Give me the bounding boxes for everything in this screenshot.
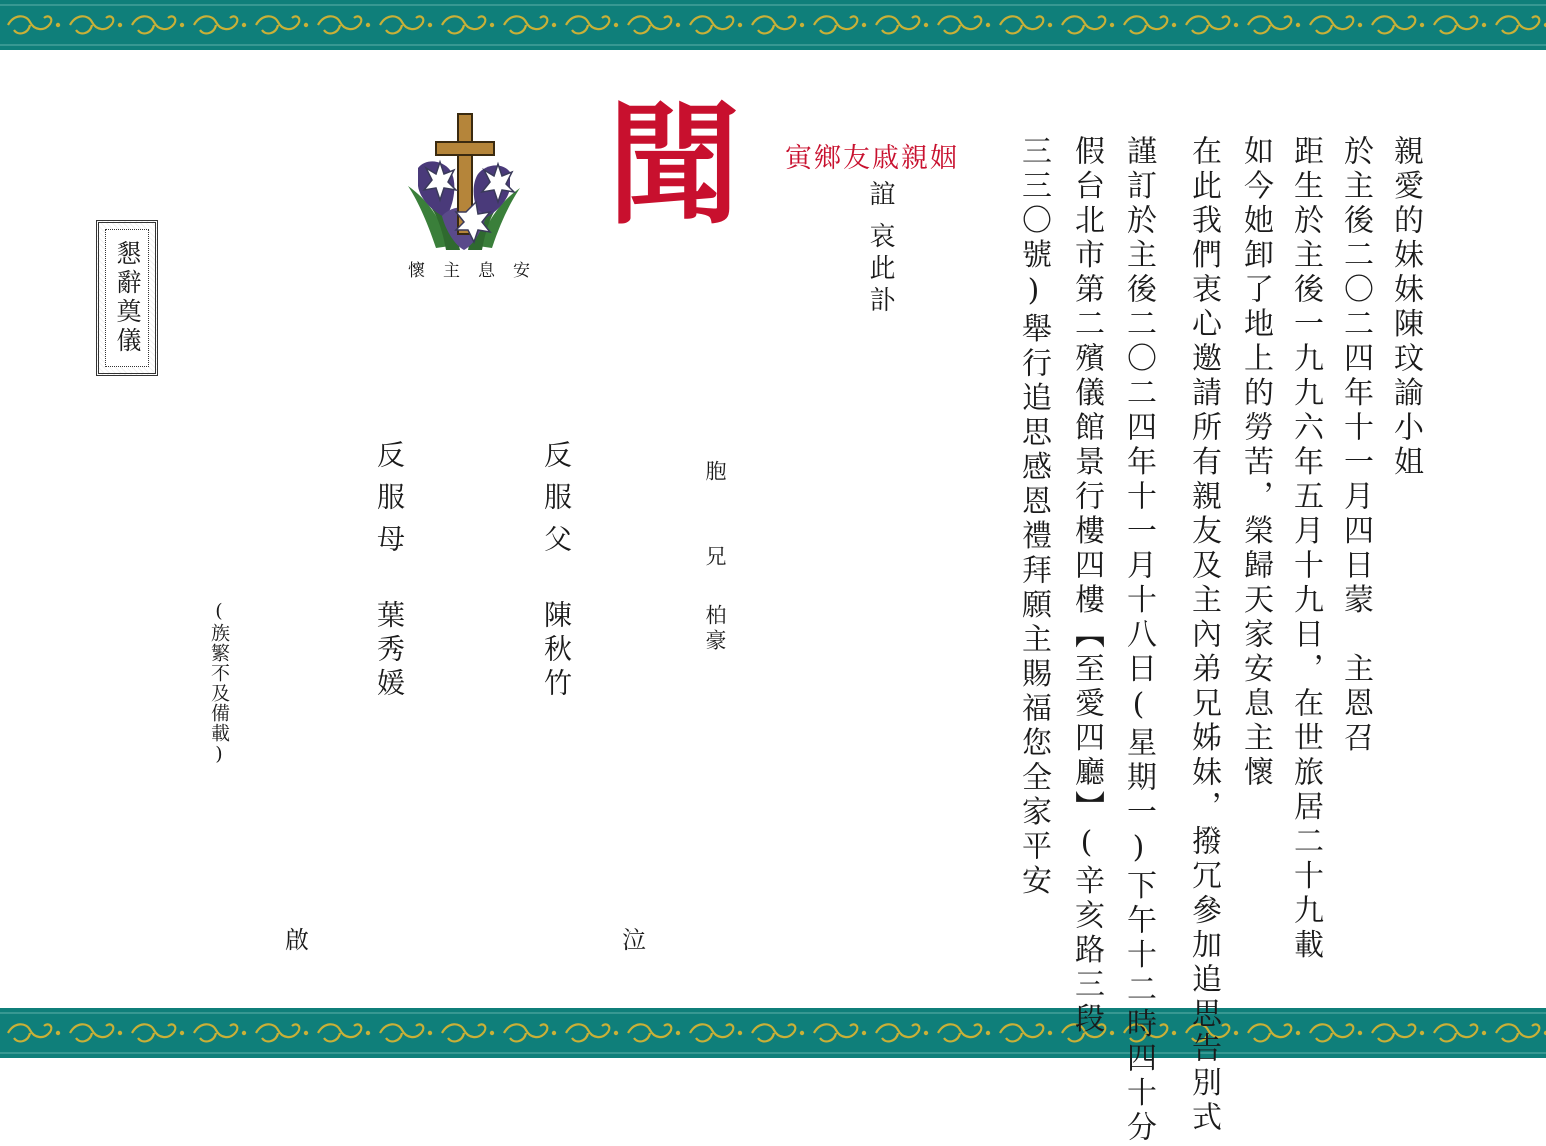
- ornament-dot: [1482, 23, 1486, 27]
- decline-offerings-text: 懇辭奠儀: [113, 240, 142, 356]
- scroll-ornament: [876, 16, 919, 33]
- ornament-dot: [552, 1031, 556, 1035]
- ornament-dot: [1296, 23, 1300, 27]
- scroll-ornament: [442, 1024, 485, 1041]
- scroll-ornament: [566, 1024, 609, 1041]
- ornament-dot: [180, 1031, 184, 1035]
- ornament-dot: [1482, 1031, 1486, 1035]
- cross-lily-icon: [406, 108, 522, 254]
- ornament-dot: [118, 23, 122, 27]
- ornament-dot: [1420, 23, 1424, 27]
- ornament-dot: [552, 23, 556, 27]
- logo-caption: [408, 256, 548, 281]
- top-border-band: [0, 0, 1546, 50]
- ornament-dot: [242, 1031, 246, 1035]
- ornament-dot: [1110, 1031, 1114, 1035]
- ornament-dot: [56, 23, 60, 27]
- scroll-ornament: [1310, 1024, 1353, 1041]
- body-line-7: 假台北市第二殯儀館景行樓四樓【至愛四廳】(辛亥路三段: [1069, 135, 1104, 1037]
- scroll-ornament: [380, 1024, 423, 1041]
- ornament-dot: [118, 1031, 122, 1035]
- ornament-dot: [242, 23, 246, 27]
- scroll-ornament: [1124, 16, 1167, 33]
- scroll-ornament: [256, 16, 299, 33]
- body-line-3: 距生於主後一九九六年五月十九日，在世旅居二十九載: [1288, 135, 1323, 963]
- ornament-dot: [1234, 23, 1238, 27]
- ornament-dot: [924, 23, 928, 27]
- ornament-dot: [800, 1031, 804, 1035]
- scroll-ornament: [8, 1024, 51, 1041]
- ornament-dot: [304, 23, 308, 27]
- scroll-ornament: [1000, 16, 1043, 33]
- body-line-6: 謹訂於主後二〇二四年十一月十八日(星期一)下午十二時四十分: [1121, 135, 1156, 1146]
- scroll-ornament: [1434, 16, 1477, 33]
- scroll-ornament: [628, 1024, 671, 1041]
- ornament-dot: [180, 23, 184, 27]
- scroll-ornament: [1496, 1024, 1539, 1041]
- brother-relation: 胞: [703, 460, 727, 481]
- body-line-2: 於主後二〇二四年十一月四日蒙 主恩召: [1338, 135, 1373, 756]
- ornament-dot: [1110, 23, 1114, 27]
- ornament-dot: [1296, 1031, 1300, 1035]
- scroll-ornament: [504, 16, 547, 33]
- scroll-ornament: [814, 1024, 857, 1041]
- ornament-dot: [1420, 1031, 1424, 1035]
- ornament-dot: [738, 1031, 742, 1035]
- scroll-ornament: [628, 16, 671, 33]
- scroll-ornament: [1248, 16, 1291, 33]
- scroll-ornament: [1372, 16, 1415, 33]
- ornament-dot: [1048, 23, 1052, 27]
- ornament-dot: [862, 23, 866, 27]
- ornament-dot: [986, 1031, 990, 1035]
- header-character: 聞: [608, 88, 740, 243]
- father-role: 反服父: [540, 440, 573, 566]
- scroll-ornament: [752, 1024, 795, 1041]
- ornament-dot: [428, 1031, 432, 1035]
- scroll-ornament: [70, 16, 113, 33]
- greeting-courtesy-1: 誼: [865, 180, 895, 214]
- ornament-dot: [676, 1031, 680, 1035]
- scroll-ornament: [938, 16, 981, 33]
- ornament-dot: [614, 1031, 618, 1035]
- scroll-ornament: [256, 1024, 299, 1041]
- ornament-dot: [862, 1031, 866, 1035]
- scroll-ornament: [70, 1024, 113, 1041]
- scroll-ornament: [318, 16, 361, 33]
- scroll-ornament: [1000, 1024, 1043, 1041]
- ornament-pattern-top: [0, 0, 1546, 50]
- scroll-ornament: [132, 1024, 175, 1041]
- scroll-ornament: [194, 16, 237, 33]
- scroll-ornament: [318, 1024, 361, 1041]
- ornament-dot: [366, 23, 370, 27]
- decline-offerings-box: [96, 220, 158, 376]
- ornament-dot: [56, 1031, 60, 1035]
- scroll-ornament: [194, 1024, 237, 1041]
- scroll-ornament: [876, 1024, 919, 1041]
- ornament-dot: [490, 1031, 494, 1035]
- ornament-dot: [428, 23, 432, 27]
- logo-caption-text: 安息主懷: [408, 261, 548, 281]
- greeting-courtesy-2: 哀此訃: [865, 222, 895, 318]
- body-line-4: 如今她卸了地上的勞苦，榮歸天家安息主懷: [1238, 135, 1273, 791]
- ornament-dot: [1234, 1031, 1238, 1035]
- scroll-ornament: [938, 1024, 981, 1041]
- scroll-ornament: [504, 1024, 547, 1041]
- scroll-ornament: [1372, 1024, 1415, 1041]
- brother-name: 柏豪: [703, 604, 727, 654]
- ornament-dot: [924, 1031, 928, 1035]
- scroll-ornament: [814, 16, 857, 33]
- father-name: 陳秋竹: [540, 600, 573, 702]
- scroll-ornament: [1310, 16, 1353, 33]
- ornament-dot: [614, 23, 618, 27]
- scroll-ornament: [1434, 1024, 1477, 1041]
- family-note: (族繁不及備載): [208, 600, 230, 766]
- scroll-ornament: [566, 16, 609, 33]
- scroll-ornament: [8, 16, 51, 33]
- scroll-ornament: [132, 16, 175, 33]
- ornament-pattern-bottom: [0, 1008, 1546, 1058]
- scroll-ornament: [690, 1024, 733, 1041]
- ornament-dot: [1358, 23, 1362, 27]
- scroll-ornament: [1062, 16, 1105, 33]
- ornament-dot: [366, 1031, 370, 1035]
- ornament-dot: [676, 23, 680, 27]
- bottom-border-band: [0, 1008, 1546, 1058]
- body-line-1: 親愛的妹妹陳玟諭小姐: [1388, 135, 1423, 480]
- scroll-ornament: [752, 16, 795, 33]
- closing-announce: 啟: [285, 926, 309, 954]
- closing-weep: 泣: [622, 926, 646, 954]
- ornament-dot: [1358, 1031, 1362, 1035]
- scroll-ornament: [380, 16, 423, 33]
- body-line-8: 三三〇號)舉行追思感恩禮拜願主賜福您全家平安: [1016, 135, 1051, 899]
- scroll-ornament: [1496, 16, 1539, 33]
- ornament-dot: [1048, 1031, 1052, 1035]
- ornament-dot: [490, 23, 494, 27]
- ornament-dot: [800, 23, 804, 27]
- scroll-ornament: [1248, 1024, 1291, 1041]
- body-line-5: 在此我們衷心邀請所有親友及主內弟兄姊妹，撥冗參加追思告別式: [1186, 135, 1221, 1136]
- ornament-dot: [986, 23, 990, 27]
- decline-offerings-inner: [105, 229, 149, 367]
- ornament-dot: [1172, 23, 1176, 27]
- ornament-dot: [304, 1031, 308, 1035]
- scroll-ornament: [690, 16, 733, 33]
- greeting-recipients: 姻親戚友鄉寅: [785, 143, 959, 174]
- brother-title: 兄: [703, 545, 727, 566]
- scroll-ornament: [1186, 16, 1229, 33]
- mother-role: 反服母: [373, 440, 406, 566]
- mother-name: 葉秀媛: [373, 600, 406, 702]
- ornament-dot: [738, 23, 742, 27]
- scroll-ornament: [442, 16, 485, 33]
- ornament-dot: [1172, 1031, 1176, 1035]
